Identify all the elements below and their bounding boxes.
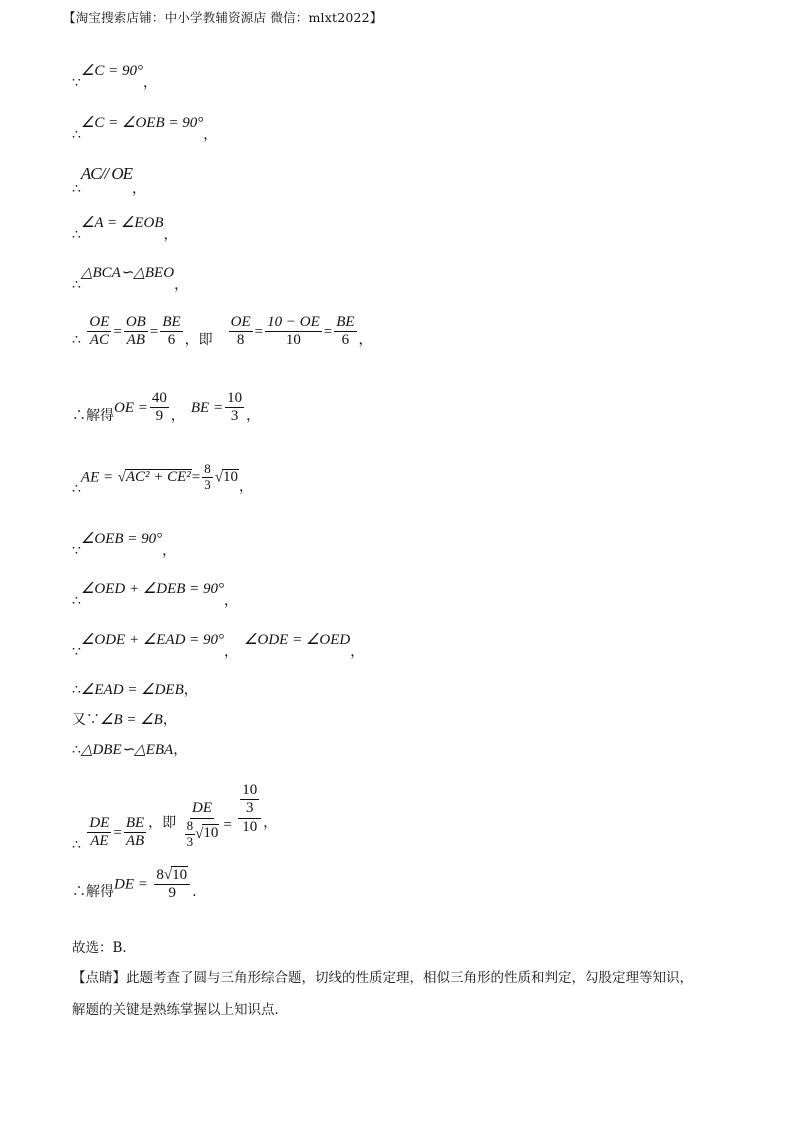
comma: ， bbox=[132, 181, 147, 197]
math-expr: ∠EAD = ∠DEB bbox=[80, 682, 184, 698]
comma: ， bbox=[224, 644, 239, 660]
numerator: 8 bbox=[204, 461, 211, 476]
denominator: AE bbox=[90, 833, 109, 850]
therefore-symbol: ∴ bbox=[72, 331, 81, 348]
fraction bbox=[202, 462, 213, 493]
because-symbol: ∵ bbox=[72, 644, 81, 660]
numerator: 40 bbox=[150, 390, 169, 408]
denominator: AB bbox=[126, 332, 145, 349]
denominator: 3 bbox=[204, 476, 211, 492]
therefore-symbol: ∴ bbox=[72, 127, 81, 143]
step-8-ae: ∴AE = √AC² + CE²= $\frac{8}{3}$ √10， bbox=[72, 461, 253, 498]
fraction bbox=[124, 314, 148, 350]
inner-denominator: 3 bbox=[186, 833, 194, 849]
math-expr: AC// OE bbox=[80, 164, 133, 183]
fraction bbox=[154, 866, 190, 903]
math-expr: ∠OED + ∠DEB = 90° bbox=[80, 581, 225, 597]
radicand: AC² + CE² bbox=[125, 469, 191, 486]
numerator: BE bbox=[160, 314, 182, 332]
step-7-solution bbox=[72, 390, 260, 426]
fraction bbox=[225, 390, 244, 426]
math-expr: △BCA∽△BEO bbox=[80, 265, 175, 281]
you-text: 又∵ bbox=[72, 712, 100, 728]
denominator: AB bbox=[125, 833, 145, 850]
comma: ， bbox=[246, 407, 261, 424]
ji-text: ，即 bbox=[148, 814, 177, 831]
numerator: DE bbox=[87, 815, 111, 833]
denominator: 10 bbox=[242, 818, 258, 835]
oe-label: OE = bbox=[114, 399, 148, 416]
therefore-symbol: ∴ bbox=[72, 593, 81, 609]
step-15 bbox=[72, 743, 187, 758]
numerator: 8√10 bbox=[154, 866, 190, 885]
fraction bbox=[87, 815, 111, 851]
solve-text: ∴解得 bbox=[72, 407, 114, 424]
numerator: 10 bbox=[225, 390, 244, 408]
because-symbol: ∵ bbox=[72, 75, 81, 91]
step-2 bbox=[72, 115, 218, 143]
step-17-result: ∴解得DE = $\frac{8√10}{9}$ . bbox=[72, 867, 197, 902]
de-label: DE = bbox=[114, 876, 148, 893]
denominator: 8 bbox=[236, 332, 245, 349]
numerator: OE bbox=[87, 314, 111, 332]
inner-numerator: 10 bbox=[240, 782, 259, 800]
comma: ， bbox=[203, 127, 218, 143]
comment-line-2: 解题的关键是熟练掌握以上知识点． bbox=[72, 1002, 288, 1018]
math-expr: ∠A = ∠EOB bbox=[80, 215, 164, 231]
nested-fraction-right bbox=[238, 782, 261, 836]
fraction bbox=[265, 314, 322, 350]
math-expr: ∠B = ∠B bbox=[100, 712, 163, 728]
numerator: 10 − OE bbox=[265, 314, 322, 332]
nested-fraction-left bbox=[183, 800, 222, 849]
denominator: 6 bbox=[167, 332, 176, 349]
therefore-symbol: ∴ bbox=[72, 836, 81, 853]
fraction bbox=[124, 815, 146, 851]
step-10 bbox=[72, 531, 177, 559]
therefore-symbol: ∴ bbox=[72, 277, 81, 293]
math-expr: ∠ODE = ∠OED bbox=[244, 632, 351, 648]
be-label: BE = bbox=[190, 399, 224, 416]
comma: ， bbox=[162, 543, 177, 559]
comma: ， bbox=[163, 227, 178, 243]
denominator: $\frac{8}{3}$ √10 bbox=[186, 817, 219, 849]
page-header: 【淘宝搜索店铺：中小学教辅资源店 微信：mlxt2022】 bbox=[63, 10, 383, 25]
numerator: BE bbox=[334, 314, 356, 332]
answer-line: 故选：B． bbox=[72, 940, 136, 956]
comma: ， bbox=[350, 644, 365, 660]
coefficient: 8 bbox=[156, 867, 164, 883]
step-4 bbox=[72, 215, 178, 243]
comma: ， bbox=[174, 277, 189, 293]
comment-line-1: 【点睛】此题考查了圆与三角形综合题，切线的性质定理，相似三角形的性质和判定，勾股定理等知识， bbox=[72, 970, 693, 986]
therefore-symbol: ∴ bbox=[72, 227, 81, 243]
comma: ， bbox=[238, 479, 253, 496]
math-expr: △DBE∽△EBA bbox=[80, 742, 174, 758]
fraction bbox=[160, 314, 182, 350]
math-expr: ∠OEB = 90° bbox=[80, 531, 163, 547]
inner-numerator: 8 bbox=[186, 817, 194, 833]
ae-label: AE = bbox=[80, 469, 114, 486]
therefore-symbol: ∴ bbox=[72, 682, 81, 698]
comma: ， bbox=[170, 407, 185, 424]
numerator: BE bbox=[124, 815, 146, 833]
denominator: 6 bbox=[341, 332, 350, 349]
comma: ， bbox=[183, 682, 198, 698]
step-6-proportion: ∴ $\frac{OE}{AC}$ = $\frac{OB}{AB}$ = $\frac{BE}{6}$ ，即 $\frac{OE}{8}$ = $\frac{10 - OE}{10}$ = $\frac{BE}{6}$ ， bbox=[72, 314, 373, 349]
step-11 bbox=[72, 581, 239, 609]
denominator: AC bbox=[89, 332, 109, 349]
therefore-symbol: ∴ bbox=[72, 742, 81, 758]
equals: = bbox=[191, 469, 201, 486]
numerator: OB bbox=[124, 314, 148, 332]
math-expr: ∠ODE + ∠EAD = 90° bbox=[80, 632, 225, 648]
therefore-symbol: ∴ bbox=[72, 181, 81, 197]
fraction bbox=[229, 314, 253, 350]
numerator: OE bbox=[229, 314, 253, 332]
step-12 bbox=[72, 632, 365, 660]
fraction bbox=[150, 390, 169, 426]
fraction bbox=[334, 314, 356, 350]
comma: ， bbox=[224, 593, 239, 609]
comma: ， bbox=[162, 712, 177, 728]
step-3 bbox=[72, 164, 147, 197]
denominator: 9 bbox=[168, 885, 176, 902]
radicand: 10 bbox=[172, 867, 188, 883]
inner-denominator: 3 bbox=[246, 800, 254, 817]
step-13 bbox=[72, 683, 198, 698]
radicand: 10 bbox=[203, 825, 219, 842]
comma: ， bbox=[358, 331, 373, 348]
numerator: DE bbox=[190, 800, 214, 818]
step-16-proportion: ∴ $\frac{DE}{AE}$ = $\frac{BE}{AB}$ ，即 DE $\frac{8}{3}$ √10 = $\frac{\frac{10}{3}}{10}$ ， bbox=[72, 782, 278, 853]
comma: ， bbox=[263, 814, 278, 831]
radicand: 10 bbox=[222, 469, 238, 486]
denominator: 3 bbox=[230, 408, 239, 425]
solve-text: ∴解得 bbox=[72, 884, 114, 901]
comma: ， bbox=[173, 742, 188, 758]
comma: ， bbox=[143, 75, 157, 91]
step-1 bbox=[72, 63, 157, 91]
denominator: 10 bbox=[285, 332, 301, 349]
ji-text: ，即 bbox=[184, 331, 213, 348]
math-expr: ∠C = 90° bbox=[80, 63, 143, 79]
math-expr: ∠C = ∠OEB = 90° bbox=[80, 115, 204, 131]
denominator: 9 bbox=[155, 408, 164, 425]
step-5 bbox=[72, 265, 189, 293]
fraction bbox=[87, 314, 111, 350]
because-symbol: ∵ bbox=[72, 543, 81, 559]
therefore-symbol: ∴ bbox=[72, 481, 81, 498]
step-14 bbox=[72, 713, 177, 728]
numerator bbox=[238, 782, 261, 819]
